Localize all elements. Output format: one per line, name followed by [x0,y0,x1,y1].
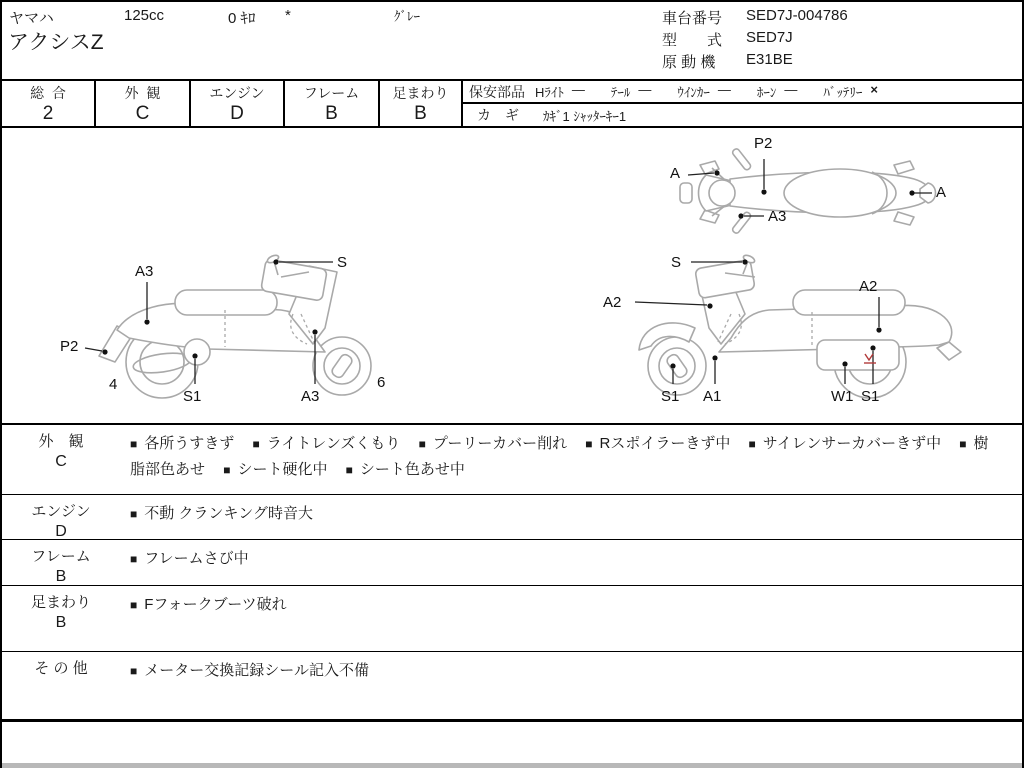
section-label: エンジン [31,503,91,520]
defect-item: ■ メーター交換記録シール記入不備 [130,662,369,679]
mileage: 0 ｷﾛ [228,10,256,27]
engine-code-label: 原 動 機 [662,54,716,71]
marker-a2-rear: A2 [859,278,878,295]
marker-w1: W1 [831,388,854,405]
grade-overall-value: 2 [42,103,54,124]
defect-item: ■ シート色あせ中 [345,461,465,478]
grade-overall-label: 総 合 [30,85,66,101]
marker-s1: S1 [183,388,202,405]
marker-p2: P2 [754,135,773,152]
header [2,2,1022,79]
safety-item-horn: ﾎｰﾝ — [756,82,798,100]
grade-table [2,79,1022,128]
section-undercarriage-items [120,586,1022,651]
marker-tire-front: 6 [377,374,386,391]
model-code-label: 型 式 [662,32,723,49]
section-frame [2,540,1022,586]
mileage-flag: * [285,7,291,24]
defect-item: ■ 不動 クランキング時音大 [130,505,313,522]
grade-exterior-value: C [135,103,150,124]
diagram-right-side-view [597,250,977,412]
key-label: カ ギ [477,107,519,123]
chassis-number-label: 車台番号 [662,10,723,27]
defect-item: ■ シート硬化中 [223,461,328,478]
bullet-icon: ■ [585,437,593,451]
bullet-icon: ■ [130,437,138,451]
defect-item: ■ Fフォークブーツ破れ [130,596,287,613]
grade-engine [191,81,285,126]
bullet-icon: ■ [130,664,138,678]
defect-item: ■ フレームさび中 [130,550,249,567]
bullet-icon: ■ [959,437,967,451]
defect-item: ■ ライトレンズくもり [252,435,401,452]
section-exterior [2,425,1022,495]
safety-item-winker: ｳｲﾝｶｰ — [677,82,731,100]
marker-s: S [337,254,348,271]
grade-engine-label: エンジン [209,85,265,101]
safety-item-headlight: Hﾗｲﾄ — [535,82,585,100]
marker-s1-front: S1 [661,388,680,405]
section-other-items [120,652,1022,719]
defect-item: ■ Rスポイラーきず中 [585,435,731,452]
bullet-icon: ■ [130,552,138,566]
grade-exterior-label: 外 観 [124,85,161,101]
grade-frame-label: フレーム [303,85,360,101]
section-grade: D [55,523,67,540]
defect-item: ■ 樹脂部色あせ [130,435,989,478]
defect-item: ■ サイレンサーカバーきず中 [748,435,942,452]
model-code-row [662,29,793,50]
bullet-icon: ■ [418,437,426,451]
safety-item-battery: ﾊﾞｯﾃﾘｰ × [823,82,878,100]
section-frame-items [120,540,1022,585]
section-exterior-header [2,425,120,494]
section-other [2,652,1022,722]
grade-undercarriage-value: B [414,103,427,124]
key-value: ｶｷﾞ1 ｼｬｯﾀｰｷｰ1 [543,108,627,124]
chassis-number-value: SED7J-004786 [746,7,848,24]
marker-a3: A3 [768,208,787,225]
section-other-header [2,652,120,719]
displacement: 125cc [124,7,165,24]
grade-undercarriage-label: 足まわり [392,85,449,101]
section-undercarriage-header [2,586,120,651]
marker-a3-rear: A3 [135,263,154,280]
scooter-top-view-art [642,135,962,249]
grade-frame-value: B [325,103,338,124]
battery-cross-mark: × [870,82,878,97]
safety-parts-row [463,81,1022,104]
safety-parts-label: 保安部品 [469,83,525,100]
grade-frame [285,81,380,126]
section-grade: C [55,453,67,470]
grade-undercarriage [380,81,463,126]
section-grade: B [55,568,67,585]
marker-s1-rear: S1 [861,388,880,405]
section-label: 足まわり [30,594,91,611]
bullet-icon: ■ [345,463,353,477]
bullet-icon: ■ [130,507,138,521]
bullet-icon: ■ [130,598,138,612]
section-grade: B [55,614,67,631]
grade-overall [2,81,96,126]
body-color: ｸﾞﾚｰ [394,9,420,24]
section-engine [2,495,1022,540]
marker-p2: P2 [60,338,79,355]
section-engine-items [120,495,1022,539]
section-label: そ の 他 [34,660,88,677]
defect-item: ■ 各所うすきず [130,435,235,452]
bottom-scan-edge [2,763,1022,768]
bullet-icon: ■ [252,437,260,451]
key-row [463,104,1022,126]
section-exterior-items [120,425,1022,494]
maker-name: ヤマハ [9,10,54,27]
safety-parts-cell [463,81,1022,126]
section-label: フレーム [31,548,91,565]
grade-exterior [96,81,191,126]
marker-a1: A1 [703,388,722,405]
section-empty [2,722,1022,763]
marker-a2-front: A2 [603,294,622,311]
damage-diagram [2,128,1022,425]
diagram-left-side-view [57,250,417,412]
engine-code-value: E31BE [746,51,793,68]
section-label: 外 観 [38,433,84,450]
model-name: アクシスZ [8,31,104,54]
section-frame-header [2,540,120,585]
safety-item-tail: ﾃｰﾙ — [610,82,652,100]
defect-item: ■ プーリーカバー削れ [418,435,568,452]
marker-a-left: A [670,165,681,182]
grade-engine-value: D [230,103,244,124]
engine-code-row [662,51,793,72]
section-engine-header [2,495,120,539]
model-code-value: SED7J [746,29,793,46]
scooter-right-side-art [597,250,977,412]
marker-a-right: A [936,184,947,201]
section-undercarriage [2,586,1022,652]
marker-s: S [671,254,682,271]
marker-a3-front: A3 [301,388,320,405]
bullet-icon: ■ [223,463,231,477]
marker-tire-rear: 4 [109,376,118,393]
bullet-icon: ■ [748,437,756,451]
chassis-number-row [662,7,848,28]
diagram-top-view [642,135,962,249]
